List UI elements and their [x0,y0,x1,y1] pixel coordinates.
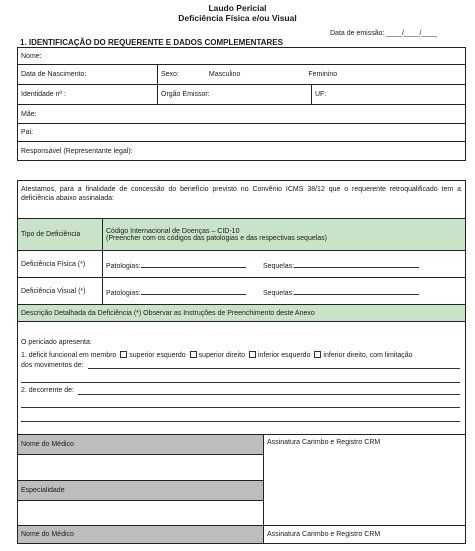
assinatura-label: Assinatura Carimbo e Registro CRM [267,439,381,446]
nascimento-label: Data de Nascimento: [21,71,87,78]
assinatura-2-field[interactable] [264,526,466,544]
document-title: Laudo Pericial [208,3,267,13]
nome-medico-header [18,435,264,455]
movimentos-line[interactable] [88,368,460,369]
item2-text: 2. decorrente de: [21,387,74,394]
descricao-header [18,305,466,322]
identidade-label: Identidade nº : [21,91,66,98]
cid-header [103,219,466,251]
item1-text [21,351,413,360]
nome-field[interactable] [18,48,466,65]
nome-medico-2-header [18,526,264,544]
tipo-header [18,219,103,251]
superior-direito-checkbox[interactable] [190,351,197,358]
cid-note: (Preencher com os códigos das patologias e das respectivas sequelas) [106,234,328,242]
assinatura-field[interactable] [264,435,466,526]
pai-label: Pai: [21,129,34,136]
responsavel-label: Responsável (Representante legal): [21,147,133,155]
superior-esquerdo-checkbox[interactable] [120,351,127,358]
inferior-esquerdo-checkbox[interactable] [249,351,256,358]
visual-label: Deficiência Visual (*) [21,287,86,295]
inferior-esquerdo-label: inferior esquerdo [257,352,311,359]
visual-sequelas-label: Sequelas: [262,289,295,297]
decorrente-line[interactable] [78,394,460,395]
nome-medico-field[interactable] [18,455,264,481]
item1-prefix: 1. déficit funcional em membro [21,352,117,359]
mae-field[interactable] [18,105,466,124]
movimentos-line-2[interactable] [21,382,460,383]
fisica-label-cell [18,251,103,278]
visual-patologias-line[interactable] [141,286,246,295]
identification-table [17,47,466,161]
mae-label: Mãe: [21,110,37,118]
emission-date-label: Data de emissão: ____/____/____ [330,30,438,37]
orgao-label: Órgão Emissor: [161,91,210,98]
fisica-sequelas-line[interactable] [294,259,419,268]
assinatura-2-label: Assinatura Carimbo e Registro CRM [267,531,381,538]
document-subtitle: Deficiência Física e/ou Visual [178,13,297,23]
nome-medico-2-label: Nome do Médico [21,531,74,538]
uf-label: UF: [315,91,327,98]
deficiency-section [17,180,466,435]
doctor-table [17,434,466,544]
fisica-label: Deficiência Física (*) [21,260,86,268]
fisica-patologias-line[interactable] [141,259,246,268]
tipo-label: Tipo de Deficiência [21,231,81,238]
decorrente-line-3[interactable] [21,421,460,422]
decorrente-line-2[interactable] [21,407,460,408]
pai-field[interactable] [18,124,466,142]
deficiency-table [17,218,466,322]
cid-title: Código Internacional de Doenças – CID-10 [106,227,240,235]
nome-medico-label: Nome do Médico [21,441,74,448]
fisica-sequelas-label: Sequelas: [262,262,295,270]
fisica-patologias-label: Patologias: [106,262,141,270]
sexo-label: Sexo: [161,71,179,78]
visual-fields[interactable] [103,278,466,305]
orgao-field[interactable] [158,85,312,105]
item1-suffix: dos movimentos de: [21,362,84,369]
especialidade-header [18,481,264,501]
descricao-label: Descrição Detalhada da Deficiência (*) Observar as Instruções de Preenchimento deste Anexo [21,309,315,317]
nascimento-field[interactable] [18,65,158,85]
section1-heading: 1. IDENTIFICAÇÃO DO REQUERENTE E DADOS COMPLEMENTARES [20,38,283,47]
visual-label-cell [18,278,103,305]
responsavel-field[interactable] [18,142,466,161]
especialidade-field[interactable] [18,501,264,526]
nome-label: Nome: [21,52,42,60]
periciado-text: O periciado apresenta: [21,339,92,346]
visual-patologias-label: Patologias: [106,289,141,297]
sexo-field[interactable] [158,65,466,85]
atestamos-text: Atestamos, para a finalidade de concessão do benefício previsto no Convênio ICMS 38/12 que o requerente retroqualificado tem a deficiência abaixo assinalada: [21,186,461,202]
identidade-field[interactable] [18,85,158,105]
superior-direito-label: superior direito [198,352,245,359]
inferior-direito-checkbox[interactable] [314,351,321,358]
masculino-option[interactable]: Masculino [208,71,241,78]
visual-sequelas-line[interactable] [294,286,419,295]
especialidade-label: Especialidade [21,487,65,494]
uf-field[interactable] [312,85,466,105]
feminino-option[interactable]: Feminino [308,71,338,78]
superior-esquerdo-label: superior esquerdo [129,352,186,359]
inferior-direito-label: inferior direito, com limitação [323,352,413,359]
fisica-fields[interactable] [103,251,466,278]
